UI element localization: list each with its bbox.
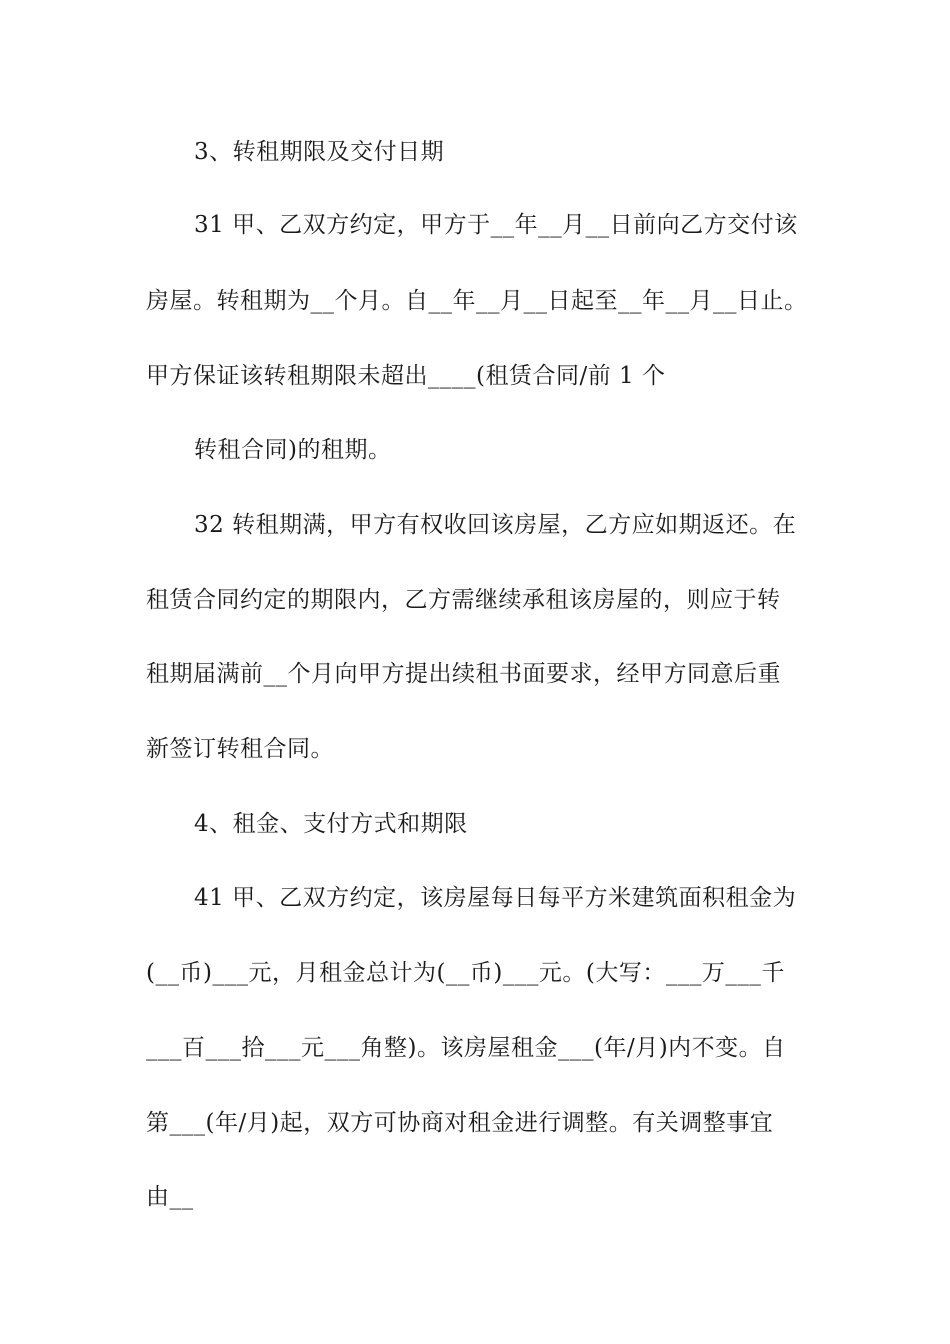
- paragraph-line: 房屋。转租期为__个月。自__年__月__日起至__年__月__日止。: [146, 288, 808, 314]
- section-heading-sublease-term: 3、转租期限及交付日期: [194, 139, 445, 165]
- paragraph-line: (__币)___元，月租金总计为(__币)___元。(大写：___万___千: [146, 960, 785, 986]
- paragraph-line: ___百___拾___元___角整)。该房屋租金___(年/月)内不变。自: [146, 1035, 786, 1061]
- paragraph-line: 租赁合同约定的期限内，乙方需继续承租该房屋的，则应于转: [146, 587, 781, 613]
- paragraph-line: 31 甲、乙双方约定，甲方于__年__月__日前向乙方交付该: [194, 212, 798, 238]
- paragraph-line: 32 转租期满，甲方有权收回该房屋，乙方应如期返还。在: [194, 512, 797, 538]
- paragraph-line: 第___(年/月)起，双方可协商对租金进行调整。有关调整事宜: [146, 1110, 774, 1136]
- paragraph-line: 由__: [146, 1184, 194, 1210]
- paragraph-line: 转租合同)的租期。: [194, 437, 392, 463]
- paragraph-line: 41 甲、乙双方约定，该房屋每日每平方米建筑面积租金为: [194, 885, 797, 911]
- paragraph-line: 租期届满前__个月向甲方提出续租书面要求，经甲方同意后重: [146, 661, 781, 687]
- paragraph-line: 甲方保证该转租期限未超出____(租赁合同/前 1 个: [146, 363, 666, 389]
- section-heading-rent-payment: 4、租金、支付方式和期限: [194, 811, 468, 837]
- paragraph-line: 新签订转租合同。: [146, 736, 334, 762]
